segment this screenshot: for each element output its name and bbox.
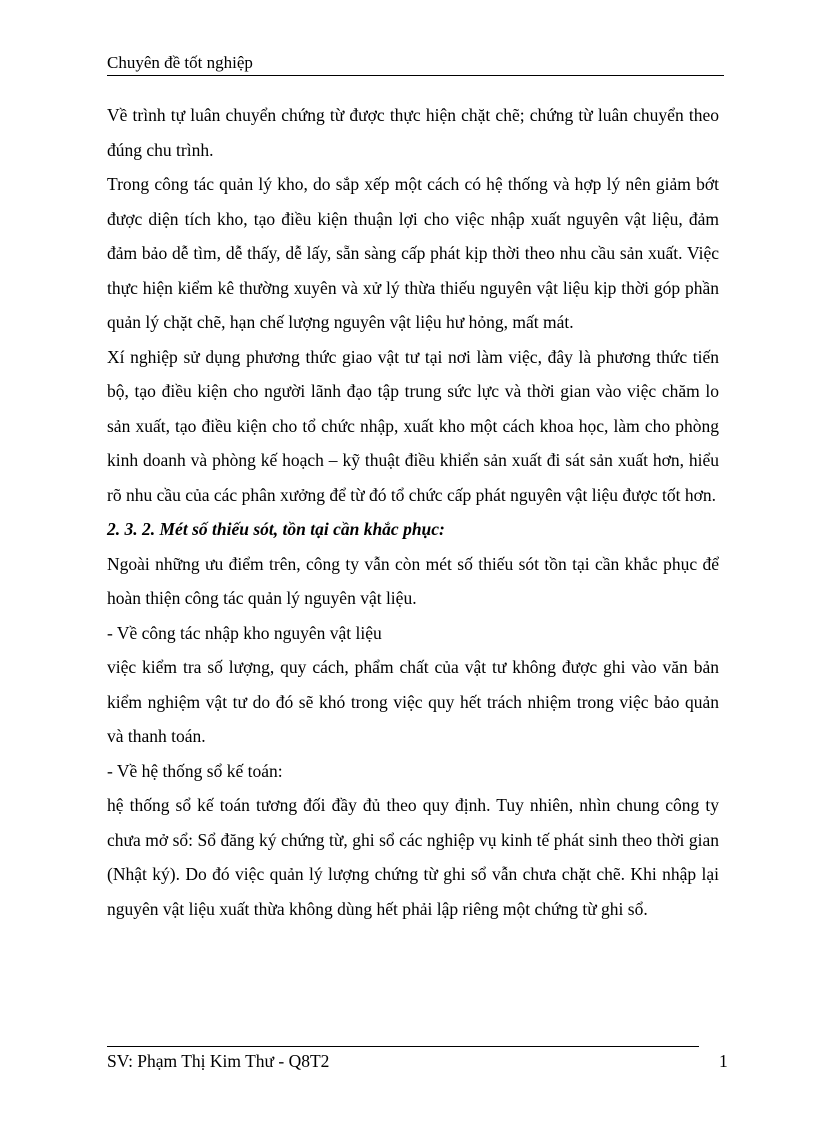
paragraph-supply-method: Xí nghiệp sử dụng phương thức giao vật tư tại nơi làm việc, đây là phương thức tiến bộ, tạo điều kiện cho người lãnh đạo tập trung sức lực và thời gian vào việc chăm lo sản xuất, tạo điều kiện cho tổ chức nhập, xuất kho một cách khoa học, làm cho phòng kinh doanh và phòng kế hoạch – kỹ thuật điều khiển sản xuất đi sát sản xuất hơn, hiểu rõ nhu cầu của các phân xưởng để từ đó tổ chức cấp phát nguyên vật liệu được tốt hơn. [107, 346, 719, 505]
running-header: Chuyên đề tốt nghiệp [107, 53, 253, 72]
bullet-receiving: - Về công tác nhập kho nguyên vật liệu [107, 622, 382, 643]
paragraph-document-flow: Về trình tự luân chuyển chứng từ được thực hiện chặt chẽ; chứng từ luân chuyển theo đúng chu trình. [107, 105, 719, 160]
paragraph-receiving-detail: việc kiểm tra số lượng, quy cách, phẩm chất của vật tư không được ghi vào văn bản kiểm nghiệm vật tư do đó sẽ khó trong việc quy hết trách nhiệm trong việc bảo quản và thanh toán. [107, 657, 719, 746]
header-divider [107, 75, 724, 76]
paragraph-ledger-detail: hệ thống sổ kế toán tương đối đầy đủ theo quy định. Tuy nhiên, nhìn chung công ty chưa mở sổ: Sổ đăng ký chứng từ, ghi sổ các nghiệp vụ kinh tế phát sinh theo thời gian (Nhật ký). Do đó việc quản lý lượng chứng từ ghi sổ vẫn chưa chặt chẽ. Khi nhập lại nguyên vật liệu xuất thừa không dùng hết phải lập riêng một chứng từ ghi sổ. [107, 795, 719, 919]
bullet-ledger-system: - Về hệ thống sổ kế toán: [107, 760, 283, 781]
page-number: 1 [719, 1051, 728, 1071]
footer-divider [107, 1046, 699, 1047]
section-heading: 2. 3. 2. Mét số thiếu sót, tồn tại cần khắc phục: [107, 519, 445, 539]
paragraph-shortcomings-intro: Ngoài những ưu điểm trên, công ty vẫn còn mét số thiếu sót tồn tại cần khắc phục để hoàn thiện công tác quản lý nguyên vật liệu. [107, 553, 719, 608]
document-body [107, 98, 719, 926]
footer-author: SV: Phạm Thị Kim Thư - Q8T2 [107, 1051, 330, 1071]
paragraph-warehouse-management: Trong công tác quản lý kho, do sắp xếp một cách có hệ thống và hợp lý nên giảm bớt được diện tích kho, tạo điều kiện thuận lợi cho việc nhập xuất nguyên vật liệu, đảm đảm bảo dễ tìm, dễ thấy, dễ lấy, sẵn sàng cấp phát kịp thời theo nhu cầu sản xuất. Việc thực hiện kiểm kê thường xuyên và xử lý thừa thiếu nguyên vật liệu kịp thời góp phần quản lý chặt chẽ, hạn chế lượng nguyên vật liệu hư hỏng, mất mát. [107, 174, 719, 332]
